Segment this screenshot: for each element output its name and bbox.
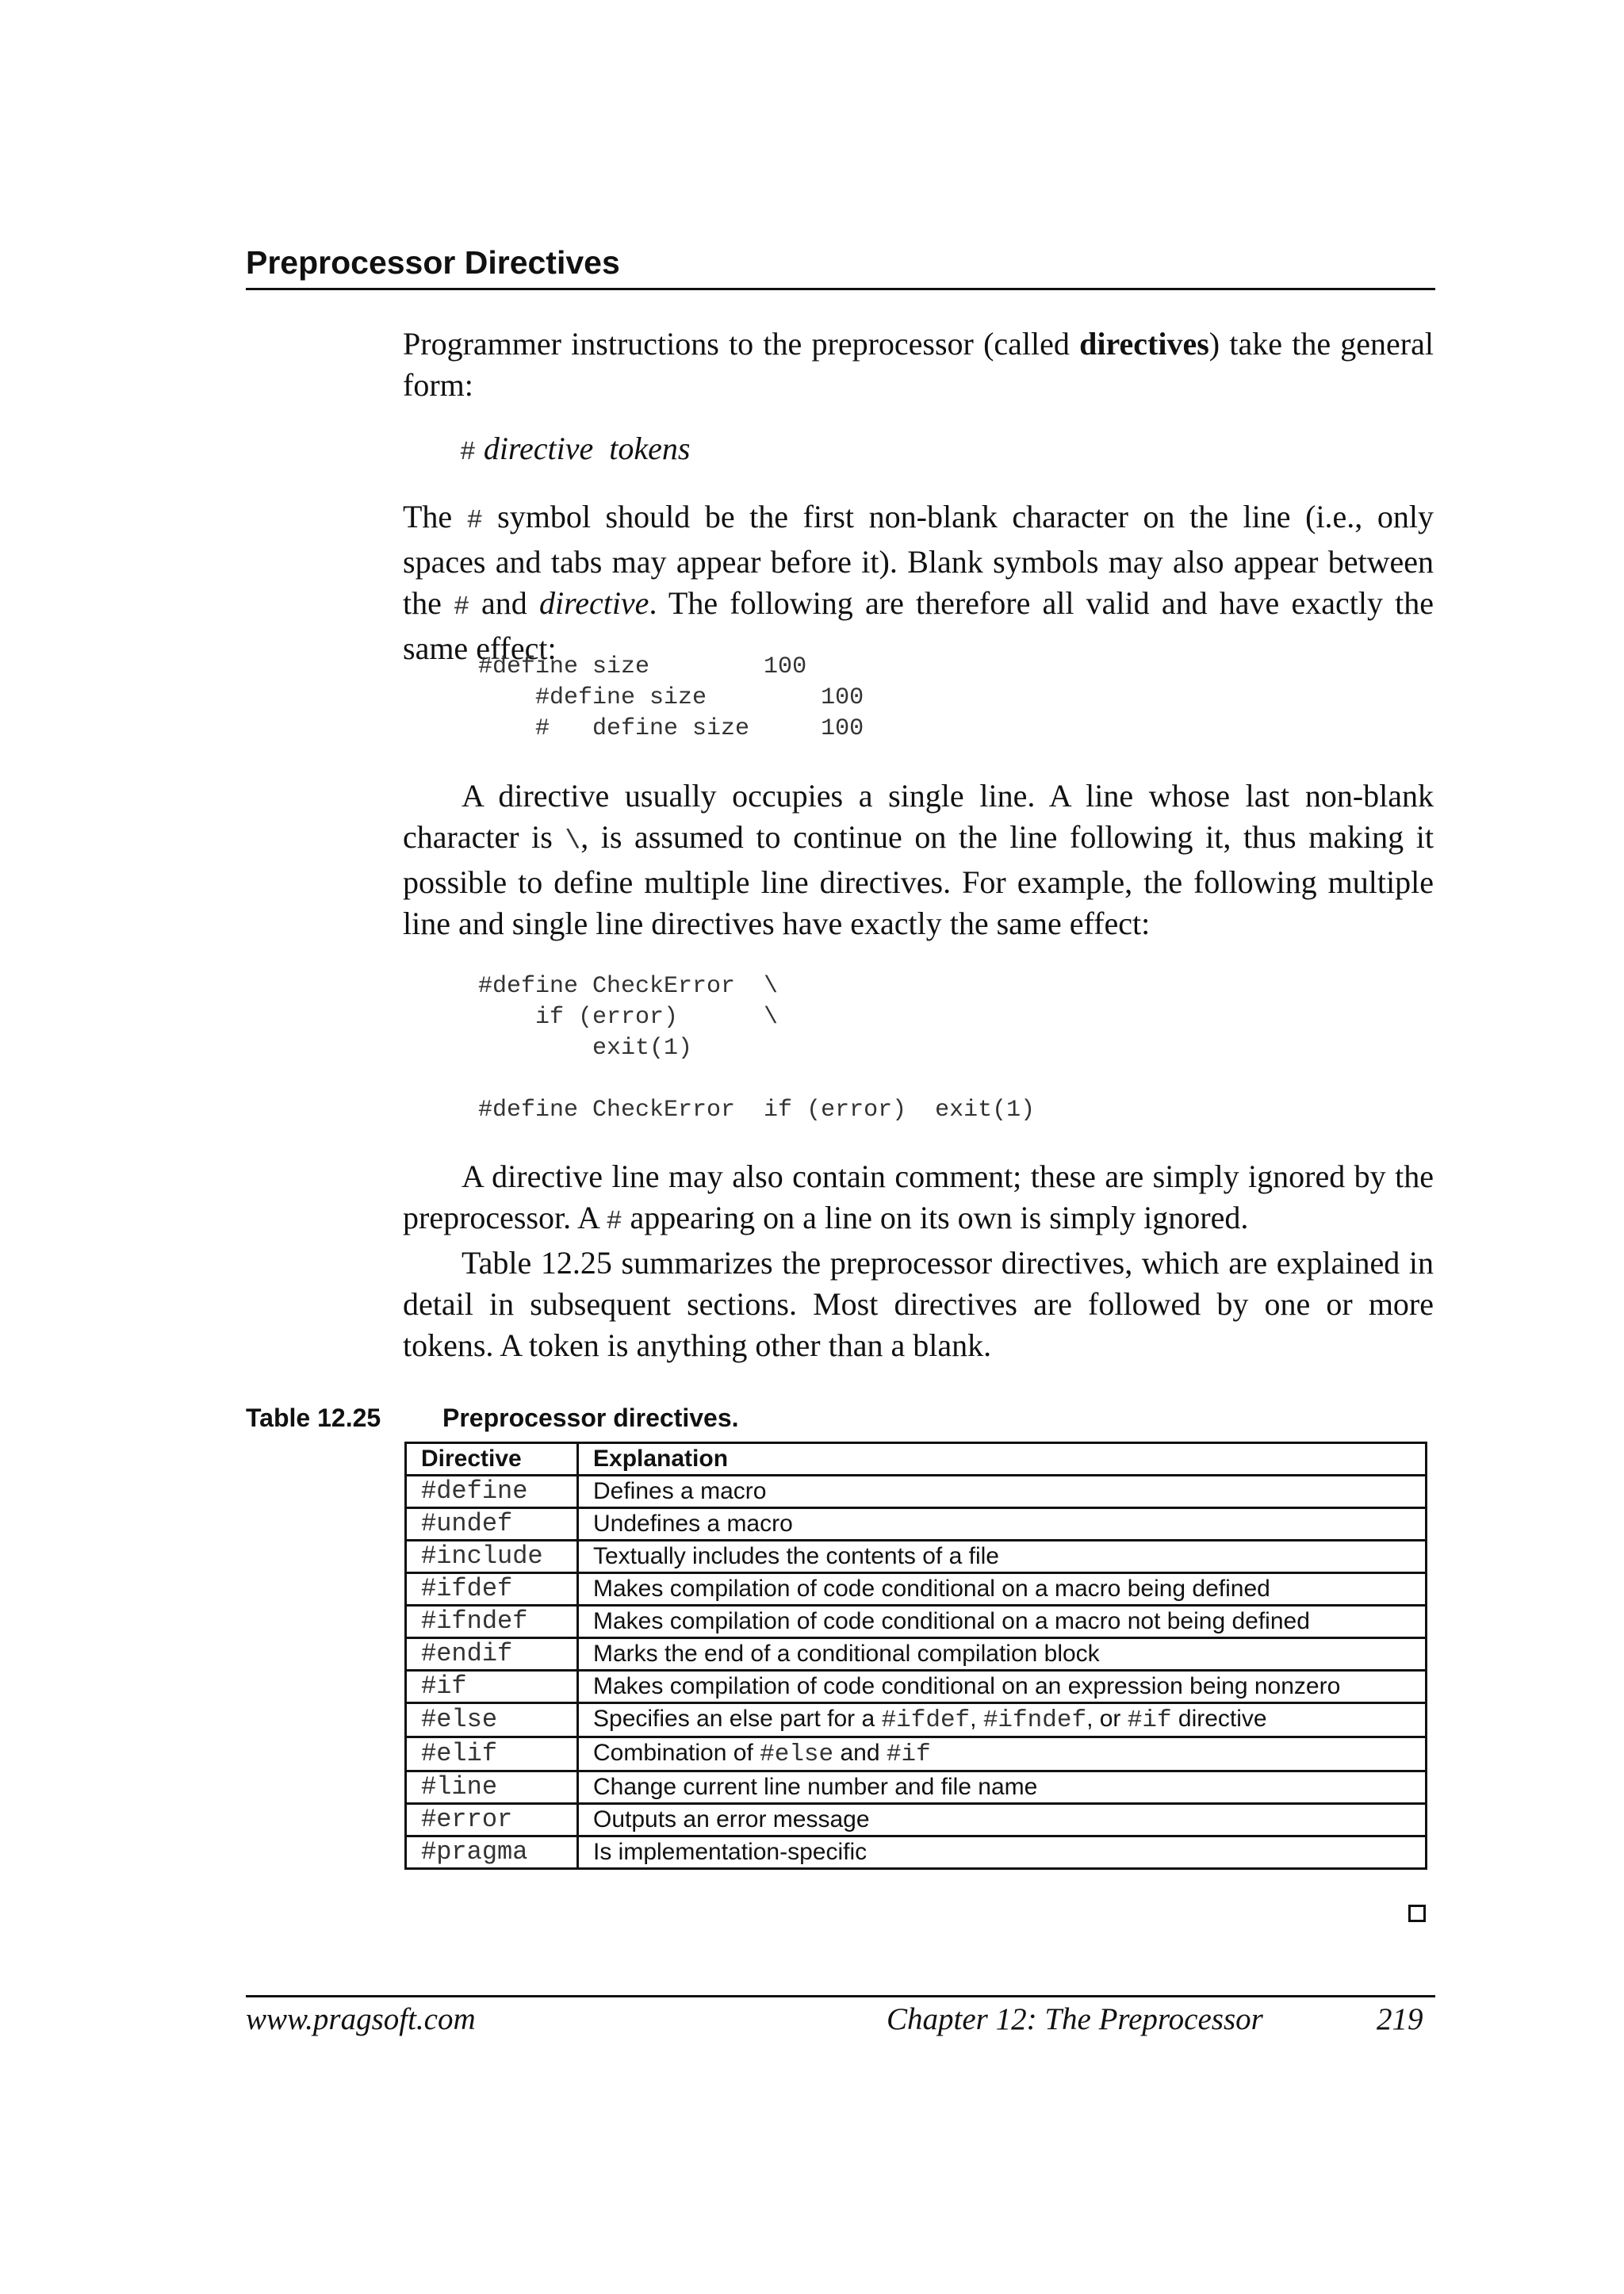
directive-cell: #elif	[406, 1737, 578, 1771]
directive-cell: #if	[406, 1671, 578, 1703]
footer-chapter: Chapter 12: The Preprocessor	[887, 2002, 1263, 2036]
header-explanation: Explanation	[578, 1443, 1427, 1476]
directive-cell: #else	[406, 1703, 578, 1737]
body-text	[403, 324, 1434, 406]
footer-page-number: 219	[1377, 2002, 1423, 2036]
directives-table	[404, 1442, 1427, 1870]
directive-cell: #pragma	[406, 1836, 578, 1869]
explanation-cell: Specifies an else part for a #ifdef, #ifndef, or #if directive	[578, 1703, 1427, 1737]
explanation-cell: Combination of #else and #if	[578, 1737, 1427, 1771]
footer-website: www.pragsoft.com	[246, 2002, 476, 2036]
table-row	[406, 1606, 1427, 1638]
table-header-row	[406, 1443, 1427, 1476]
explanation-cell: Defines a macro	[578, 1476, 1427, 1508]
table-title: Preprocessor directives.	[442, 1404, 739, 1432]
directive-cell: #ifndef	[406, 1606, 578, 1638]
table-row	[406, 1703, 1427, 1737]
code2-line	[478, 1064, 1509, 1095]
code1-line: # define size 100	[478, 715, 864, 742]
explanation-cell: Change current line number and file name	[578, 1771, 1427, 1804]
table-number: Table 12.25	[246, 1404, 381, 1432]
paragraph-comments: A directive line may also contain comment; these are simply ignored by the preprocessor. A # appearing on a line on its own is simply ignored. Table 12.25 summarizes the preprocessor directives, which are explained in detail in subsequent sections. Most directives are followed by one or more tokens. A token is anything other than a blank.	[403, 1156, 1434, 1366]
general-form: # directive tokens	[460, 431, 691, 467]
intro-paragraph: Programmer instructions to the preprocessor (called directives) take the general form:	[403, 326, 1434, 403]
header-directive: Directive	[406, 1443, 578, 1476]
directive-cell: #include	[406, 1541, 578, 1573]
table-row	[406, 1836, 1427, 1869]
table-row	[406, 1573, 1427, 1606]
table-row	[406, 1737, 1427, 1771]
code1-line: #define size 100	[478, 684, 864, 711]
explanation-cell: Textually includes the contents of a file	[578, 1541, 1427, 1573]
table-caption	[246, 1404, 739, 1433]
code2-line: #define CheckError if (error) exit(1)	[478, 1097, 1036, 1124]
table-row	[406, 1476, 1427, 1508]
directive-cell: #ifdef	[406, 1573, 578, 1606]
table-row	[406, 1771, 1427, 1804]
explanation-cell: Outputs an error message	[578, 1804, 1427, 1836]
table-row	[406, 1508, 1427, 1541]
directive-cell: #undef	[406, 1508, 578, 1541]
paragraph-table-intro: Table 12.25 summarizes the preprocessor directives, which are explained in detail in subsequent sections. Most directives are followed by one or more tokens. A token is anything other than a blank.	[403, 1245, 1434, 1363]
directive-cell: #define	[406, 1476, 578, 1508]
explanation-cell: Marks the end of a conditional compilation block	[578, 1638, 1427, 1671]
section-heading: Preprocessor Directives	[246, 244, 1435, 290]
explanation-cell: Makes compilation of code conditional on a macro not being defined	[578, 1606, 1427, 1638]
paragraph-continuation: A directive usually occupies a single line. A line whose last non-blank character is \, is assumed to continue on the line following it, thus making it possible to define multiple line directives. For example, the following multiple line and single line directives have exactly the same effect:	[403, 778, 1434, 941]
explanation-cell: Undefines a macro	[578, 1508, 1427, 1541]
directive-cell: #line	[406, 1771, 578, 1804]
explanation-cell: Makes compilation of code conditional on a macro being defined	[578, 1573, 1427, 1606]
code-block-define-size	[478, 652, 1509, 745]
table-row	[406, 1638, 1427, 1671]
directive-cell: #endif	[406, 1638, 578, 1671]
code2-line: if (error) \	[478, 1004, 779, 1031]
explanation-cell: Makes compilation of code conditional on an expression being nonzero	[578, 1671, 1427, 1703]
paragraph-hash-symbol: The # symbol should be the first non-blank character on the line (i.e., only spaces and tabs may appear before it). Blank symbols may also appear between the # and directive. The following are therefore all valid and have exactly the same effect:	[403, 499, 1434, 666]
code-block-checkerror	[478, 971, 1509, 1126]
end-of-section-mark	[1408, 1905, 1426, 1922]
footer-rule	[246, 1995, 1435, 1997]
table-row	[406, 1541, 1427, 1573]
code2-line: exit(1)	[478, 1035, 693, 1062]
code2-line: #define CheckError \	[478, 973, 779, 1000]
table-row	[406, 1804, 1427, 1836]
directives-term: directives	[1079, 326, 1209, 362]
explanation-cell: Is implementation-specific	[578, 1836, 1427, 1869]
table-row	[406, 1671, 1427, 1703]
directive-cell: #error	[406, 1804, 578, 1836]
code1-line: #define size 100	[478, 653, 807, 680]
